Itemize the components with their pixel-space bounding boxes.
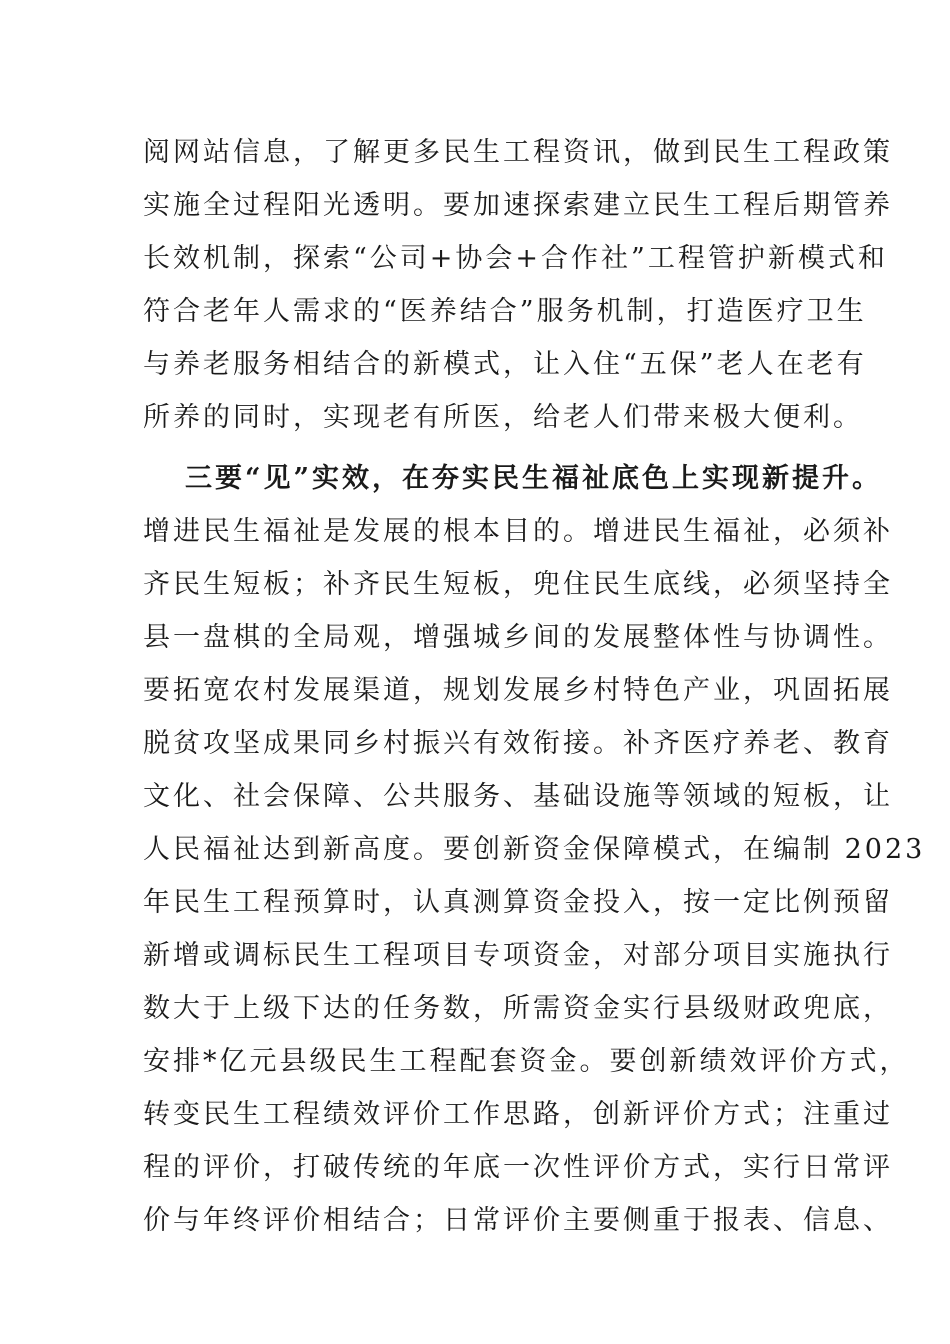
text-line: 文化、社会保障、公共服务、基础设施等领域的短板，让 [143, 781, 893, 812]
text-line: 数大于上级下达的任务数，所需资金实行县级财政兜底， [143, 993, 893, 1024]
document-body [143, 126, 926, 1247]
text-line: 年民生工程预算时，认真测算资金投入，按一定比例预留 [143, 887, 893, 918]
text-line: 价与年终评价相结合；日常评价主要侧重于报表、信息、 [143, 1205, 893, 1236]
section-heading: 三要“见”实效，在夯实民生福祉底色上实现新提升。 [185, 463, 883, 494]
text-line: 安排*亿元县级民生工程配套资金。要创新绩效评价方式， [143, 1046, 910, 1077]
text-line: 增进民生福祉是发展的根本目的。增进民生福祉，必须补 [143, 516, 893, 547]
text-line: 脱贫攻坚成果同乡村振兴有效衔接。补齐医疗养老、教育 [143, 728, 893, 759]
text-line: 与养老服务相结合的新模式，让入住“五保”老人在老有 [143, 349, 867, 380]
paragraph-1 [143, 126, 893, 444]
text-line: 阅网站信息，了解更多民生工程资讯，做到民生工程政策 [143, 137, 893, 168]
text-line: 符合老年人需求的“医养结合”服务机制，打造医疗卫生 [143, 296, 867, 327]
text-line: 实施全过程阳光透明。要加速探索建立民生工程后期管养 [143, 190, 893, 221]
text-line: 县一盘棋的全局观，增强城乡间的发展整体性与协调性。 [143, 622, 893, 653]
text-line: 新增或调标民生工程项目专项资金，对部分项目实施执行 [143, 940, 893, 971]
text-line: 所养的同时，实现老有所医，给老人们带来极大便利。 [143, 402, 863, 433]
text-line: 程的评价，打破传统的年底一次性评价方式，实行日常评 [143, 1152, 893, 1183]
text-line: 人民福祉达到新高度。要创新资金保障模式，在编制 2023 [143, 834, 926, 865]
paragraph-2 [143, 452, 926, 1247]
text-line: 要拓宽农村发展渠道，规划发展乡村特色产业，巩固拓展 [143, 675, 893, 706]
text-line: 长效机制，探索“公司+协会+合作社”工程管护新模式和 [143, 243, 888, 274]
text-line: 转变民生工程绩效评价工作思路，创新评价方式；注重过 [143, 1099, 893, 1130]
text-line: 齐民生短板；补齐民生短板，兜住民生底线，必须坚持全 [143, 569, 893, 600]
